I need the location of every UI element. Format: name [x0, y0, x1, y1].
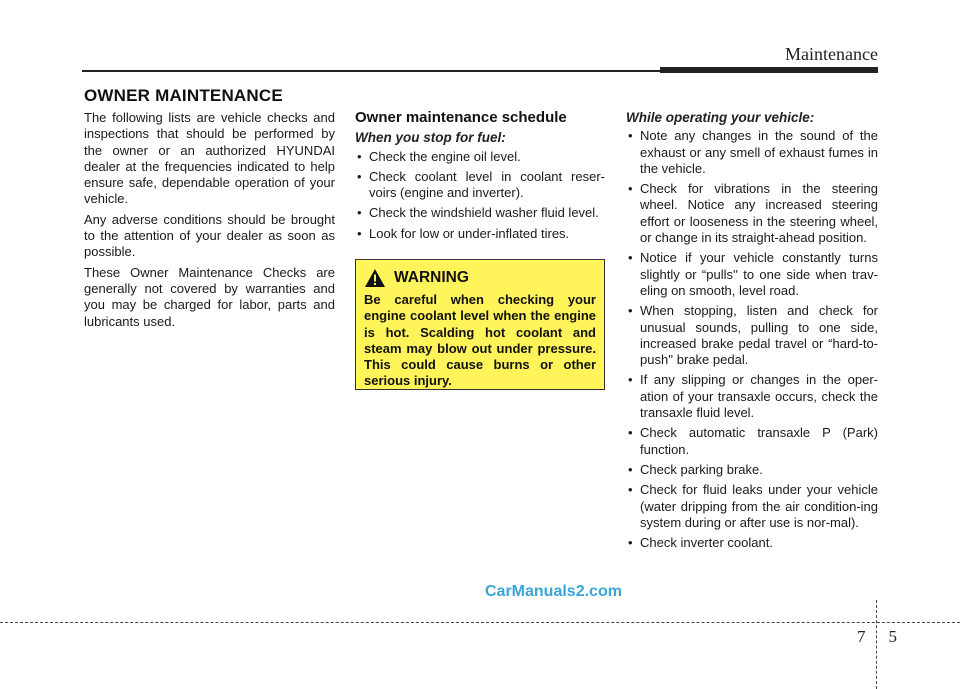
list-item: • Check automatic transaxle P (Park) function. — [626, 425, 878, 458]
schedule-column — [355, 110, 605, 246]
list-item: • Check coolant level in coolant reser-voirs (engine and inverter). — [355, 169, 605, 202]
watermark-link[interactable]: CarManuals2.com — [485, 583, 622, 600]
page-number — [857, 627, 897, 647]
fuel-stop-list — [355, 149, 605, 242]
intro-paragraph: The following lists are vehicle checks and inspections that should be performed by the owner or an authorized HYUNDAI dealer at the frequencies indicated to help ensure safe, dependable operation of your vehicle. — [84, 110, 335, 207]
list-item: • When stopping, listen and check for unusual sounds, pulling to one side, increased brake pedal travel or “hard-to-push'' brake pedal. — [626, 303, 878, 368]
operating-column — [626, 110, 878, 555]
warning-header — [364, 268, 596, 288]
warning-text: Be careful when checking your engine coolant level when the engine is hot. Scalding hot coolant and steam may blow out under pressure. This could cause burns or other serious injury. — [364, 292, 596, 389]
page-number-value: 5 — [888, 627, 897, 646]
intro-paragraph: These Owner Maintenance Checks are generally not covered by warranties and you may be charged for labor, parts and lubricants used. — [84, 264, 335, 329]
header-rule — [82, 70, 662, 72]
operating-list — [626, 128, 878, 551]
intro-paragraph: Any adverse conditions should be brought to the attention of your dealer as soon as possible. — [84, 211, 335, 260]
header-rule-accent — [660, 67, 878, 73]
footer-divider — [0, 622, 960, 623]
warning-label: WARNING — [394, 269, 469, 286]
list-item: • Check parking brake. — [626, 462, 878, 478]
list-item: • Check the windshield washer fluid level. — [355, 205, 605, 221]
list-item: • If any slipping or changes in the oper-ation of your transaxle occurs, check the transaxle fluid level. — [626, 372, 878, 421]
chapter-header-title: Maintenance — [785, 44, 878, 64]
list-item: • Look for low or under-inflated tires. — [355, 226, 605, 242]
section-title: OWNER MAINTENANCE — [84, 86, 283, 105]
list-item: • Check for fluid leaks under your vehicle (water dripping from the air condition-ing system during or after use is nor-mal). — [626, 482, 878, 531]
operating-heading: While operating your vehicle: — [626, 110, 815, 125]
schedule-title: Owner maintenance schedule — [355, 109, 567, 126]
intro-column — [84, 110, 335, 334]
chapter-number: 7 — [857, 627, 866, 646]
list-item: • Notice if your vehicle constantly turns slightly or “pulls'' to one side when trav-eling on smooth, level road. — [626, 250, 878, 299]
warning-triangle-icon — [364, 268, 386, 288]
list-item: • Note any changes in the sound of the exhaust or any smell of exhaust fumes in the vehicle. — [626, 128, 878, 177]
warning-box — [355, 259, 605, 390]
list-item: • Check inverter coolant. — [626, 535, 878, 551]
list-item: • Check the engine oil level. — [355, 149, 605, 165]
list-item: • Check for vibrations in the steering wheel. Notice any increased steering effort or looseness in the steering wheel, or change in its straight-ahead position. — [626, 181, 878, 246]
fuel-stop-heading: When you stop for fuel: — [355, 130, 506, 146]
